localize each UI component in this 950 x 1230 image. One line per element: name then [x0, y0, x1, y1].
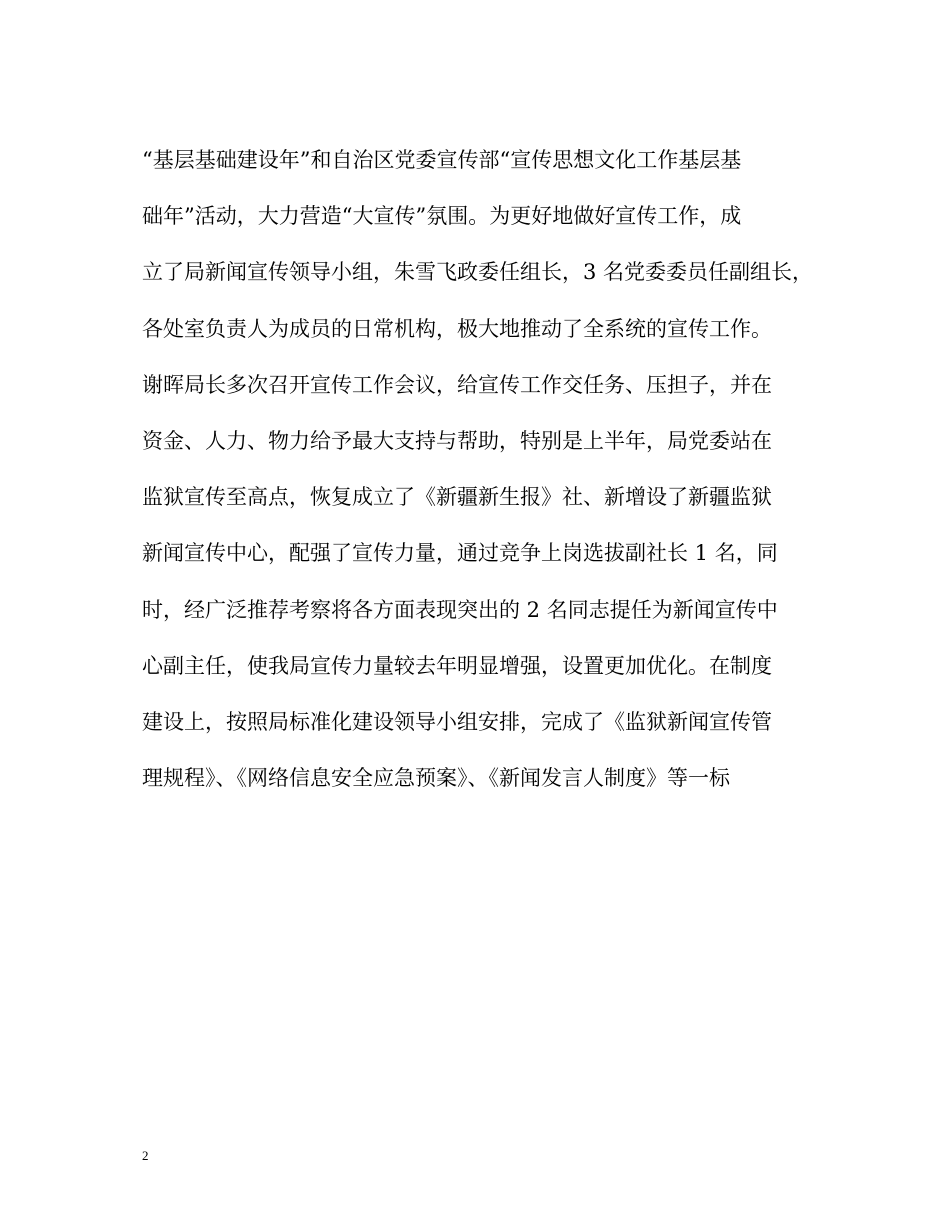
text-line: 各处室负责人为成员的日常机构，极大地推动了全系统的宣传工作。 — [142, 316, 772, 341]
text-line: 监狱宣传至高点，恢复成立了《新疆新生报》社、新增设了新疆监狱 — [142, 485, 772, 510]
text-line: 理规程》、《网络信息安全应急预案》、《新闻发言人制度》等一标 — [142, 766, 730, 791]
text-line: 谢晖局长多次召开宣传工作会议，给宣传工作交任务、压担子，并在 — [142, 372, 772, 397]
text-line: 新闻宣传中心，配强了宣传力量，通过竞争上岗选拔副社长 1 名，同 — [142, 541, 778, 566]
text-line: 心副主任，使我局宣传力量较去年明显增强，设置更加优化。在制度 — [142, 653, 772, 678]
body-paragraph — [142, 138, 842, 812]
text-line: 立了局新闻宣传领导小组，朱雪飞政委任组长，3 名党委委员任副组长， — [142, 260, 814, 285]
page-number: 2 — [142, 1148, 149, 1163]
text-line: 础年”活动，大力营造“大宣传”氛围。为更好地做好宣传工作，成 — [142, 204, 742, 229]
text-line: 建设上，按照局标准化建设领导小组安排，完成了《监狱新闻宣传管 — [142, 709, 772, 734]
text-line: 资金、人力、物力给予最大支持与帮助，特别是上半年，局党委站在 — [142, 428, 772, 453]
text-line: 时，经广泛推荐考察将各方面表现突出的 2 名同志提任为新闻宣传中 — [142, 597, 778, 622]
text-line: “基层基础建设年”和自治区党委宣传部“宣传思想文化工作基层基 — [142, 148, 742, 172]
